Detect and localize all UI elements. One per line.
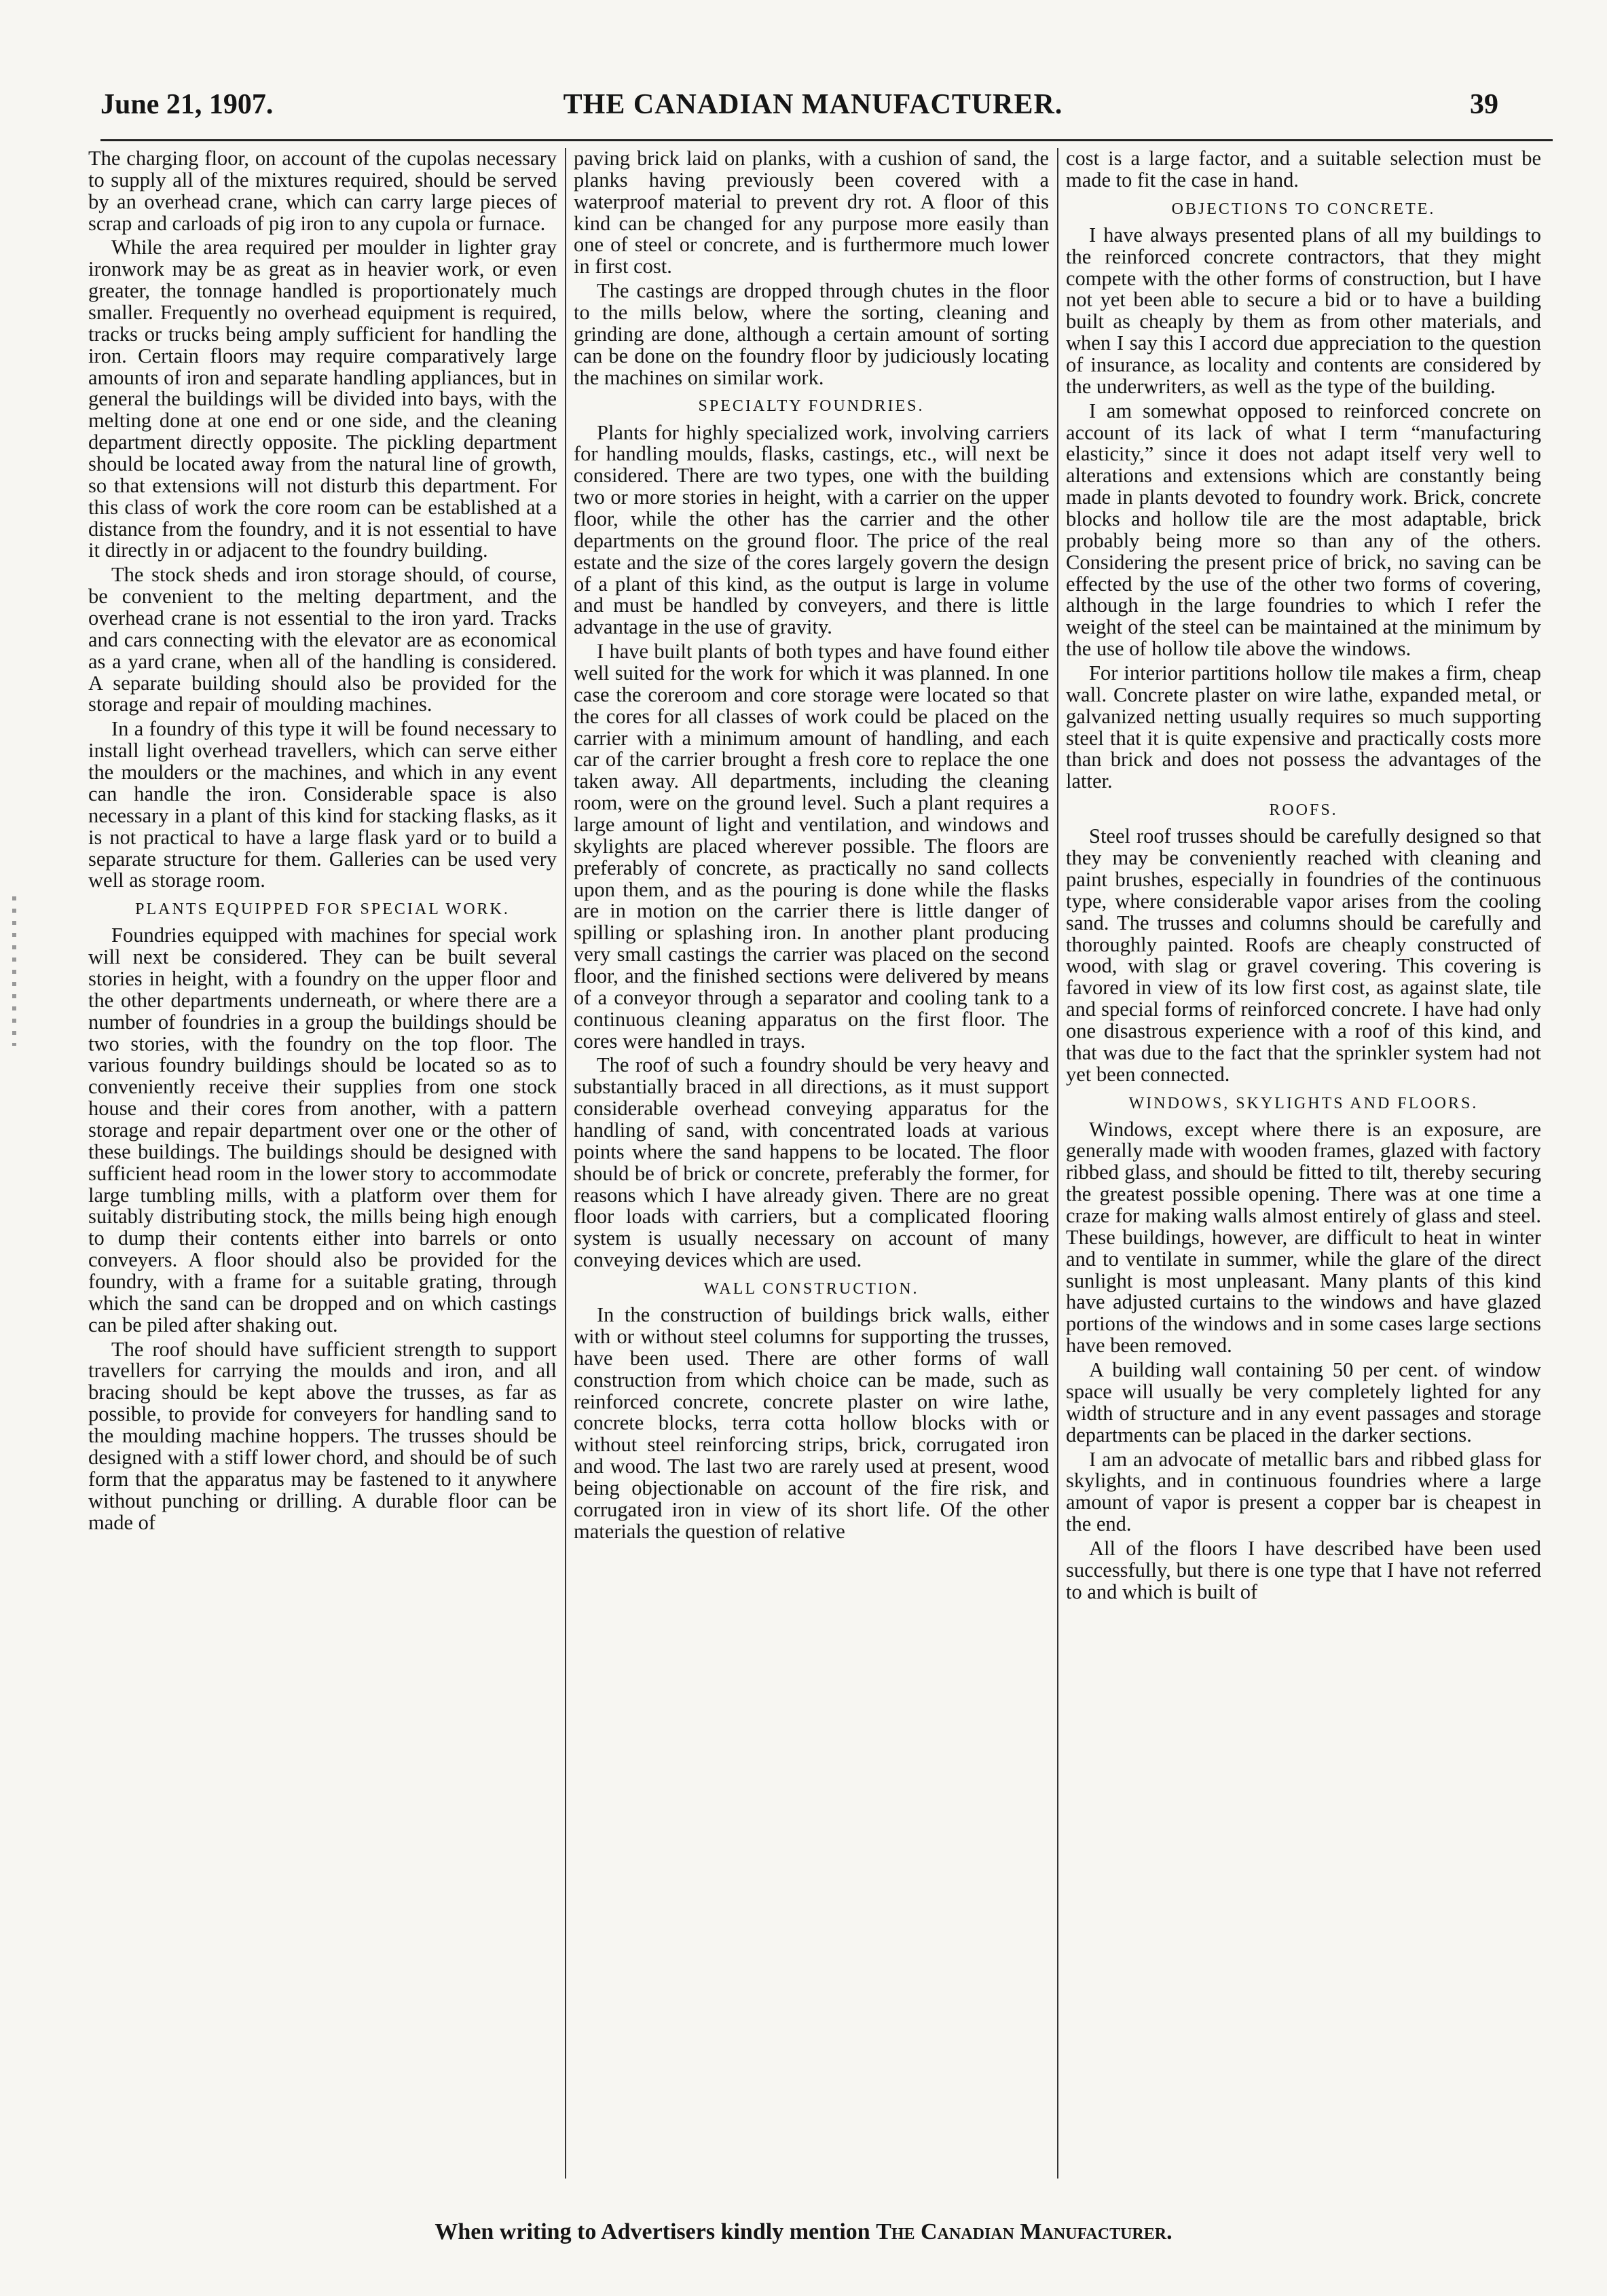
paragraph: Foundries equipped with machines for special work will next be considered. They can be built several stories in height, with a foundry on the upper floor and the other departments underneath, or where there are a number of foundries in a group the buildings should be two stories, with the foundry on the top floor. The various foundry buildings should be located so as to conveniently receive their supplies from one stock house and their cores from another, with a pattern storage and repair department over one or the other of these buildings. The buildings should be designed with sufficient head room in the lower story to accommodate large tumbling mills, with a platform over them for suitably distributing stock, the mills being high enough to dump their contents either into barrels or onto conveyers. A floor should also be provided for the foundry, with a frame for a suitable grating, through which the sand can be dropped and on which castings can be piled after shaking out. xyxy=(88,924,557,1336)
column-divider xyxy=(565,148,566,2179)
footer-publication: The Canadian Manufacturer. xyxy=(876,2219,1172,2244)
page-number: 39 xyxy=(1470,89,1498,120)
paragraph: I have always presented plans of all my buildings to the reinforced concrete contractors, that they might compete with the other forms of construction, but I have not yet been able to secure a bid or to have a building built as cheaply by them as from other materials, and when I say this I accord due appreciation to the question of insurance, as locality and contents are considered by the underwriters, as well as the type of the building. xyxy=(1066,223,1541,398)
issue-date: June 21, 1907. xyxy=(100,89,274,120)
paragraph: The roof should have sufficient strength to support travellers for carrying the moulds and iron, and all bracing should be kept above the trusses, as far as possible, to provide for conveyers for handling sand to the moulding machine hoppers. The trusses should be designed with a stiff lower chord, and should be of such form that the apparatus may be fastened to it anywhere without punching or drilling. A durable floor can be made of xyxy=(88,1337,557,1534)
paragraph: cost is a large factor, and a suitable selection must be made to fit the case in hand. xyxy=(1066,148,1541,192)
text-column-1 xyxy=(88,148,557,2179)
column-divider xyxy=(1057,148,1058,2179)
paragraph: I am an advocate of metallic bars and ribbed glass for skylights, and in continuous foundries where a large amount of vapor is present a copper bar is cheapest in the end. xyxy=(1066,1447,1541,1536)
paragraph: Steel roof trusses should be carefully designed so that they may be conveniently reached with cleaning and paint brushes, especially in foundries of the continuous type, where considerable vapor arises from the cooling sand. The trusses and columns should be carefully and thoroughly painted. Roofs are cheaply constructed of wood, with slag or gravel covering. This covering is favored in view of its low first cost, as against slate, tile and special forms of reinforced concrete. I have had only one disastrous experience with a roof of this kind, and that was due to the fact that the sprinkler system had not yet been connected. xyxy=(1066,824,1541,1086)
paragraph: While the area required per moulder in lighter gray ironwork may be as great as in heavier work, or even greater, the tonnage handled is proportionately much smaller. Frequently no overhead equipment is required, tracks or trucks being amply sufficient for handling the iron. Certain floors may require comparatively large amounts of iron and separate handling appliances, but in general the buildings will be divided into bays, with the melting done at one end or one side, and the cleaning department directly opposite. The pickling department should be located away from the natural line of growth, so that extensions will not disturb this department. For this class of work the core room can be established at a distance from the foundry, and it is not essential to have it directly in or adjacent to the foundry building. xyxy=(88,236,557,562)
paragraph: Plants for highly specialized work, involving carriers for handling moulds, flasks, castings, etc., will next be considered. There are two types, one with the building two or more stories in height, with a carrier on the upper floor, while the other has the carrier and the other departments on the ground floor. The price of the real estate and the size of the cores largely govern the design of a plant of this kind, as the output is large in volume and must be handled by conveyers, and there is little advantage in the use of gravity. xyxy=(574,420,1049,639)
paragraph: I have built plants of both types and have found either well suited for the work for which it was planned. In one case the coreroom and core storage were located so that the cores for all classes of work could be placed on the carrier with a minimum amount of handling, and each car of the carrier brought a fresh core to replace the one taken away. All departments, including the cleaning room, were on the ground level. Such a plant requires a large amount of light and ventilation, and windows and skylights are placed wherever possible. The floors are preferably of concrete, as practically no sand collects upon them, and as the pouring is done while the flasks are in motion on the carrier there is little danger of spilling or splashing iron. In another plant producing very small castings the carrier was placed on the second floor, and the finished sections were delivered by means of a conveyor through a separator and cooling tank to a continuous cleaning apparatus on the first floor. The cores were handled in trays. xyxy=(574,640,1049,1053)
paragraph: All of the floors I have described have been used successfully, but there is one type that I have not referred to and which is built of xyxy=(1066,1536,1541,1603)
header-rule xyxy=(100,139,1553,141)
section-heading: WINDOWS, SKYLIGHTS AND FLOORS. xyxy=(1128,1094,1479,1112)
paragraph: For interior partitions hollow tile makes a firm, cheap wall. Concrete plaster on wire lathe, expanded metal, or galvanized netting usually requires so much supporting steel that it is quite expensive and practically costs more than brick and does not possess the advantages of the latter. xyxy=(1066,661,1541,793)
paragraph: I am somewhat opposed to reinforced concrete on account of its lack of what I term “manufacturing elasticity,” since it does not adapt itself very well to alterations and extensions which are constantly being made in plants devoted to foundry work. Brick, concrete blocks and hollow tile are the most adaptable, brick probably being more so than any of the others. Considering the present price of brick, no saving can be effected by the use of the other two forms of covering, although in the large foundries to which I refer the weight of the steel can be maintained at the minimum by the use of hollow tile above the windows. xyxy=(1066,399,1541,661)
paragraph: The stock sheds and iron storage should, of course, be convenient to the melting department, and the overhead crane is not essential to the iron yard. Tracks and cars connecting with the elevator are as economical as a yard crane, when all of the handling is considered. A separate building should also be provided for the storage and repair of moulding machines. xyxy=(88,563,557,716)
section-heading: OBJECTIONS TO CONCRETE. xyxy=(1171,200,1436,218)
paragraph: paving brick laid on planks, with a cushion of sand, the planks having previously been covered with a waterproof material to prevent dry rot. A floor of this kind can be changed for any purpose more easily than one of steel or concrete, and is furthermore much lower in first cost. xyxy=(574,148,1049,278)
section-heading: SPECIALTY FOUNDRIES. xyxy=(698,397,925,416)
margin-mark xyxy=(12,896,16,1046)
paragraph: The castings are dropped through chutes in the floor to the mills below, where the sorting, cleaning and grinding are done, although a certain amount of sorting can be done on the foundry floor by judiciously locating the machines on similar work. xyxy=(574,279,1049,389)
page-header xyxy=(100,80,1526,128)
paragraph: In the construction of buildings brick walls, either with or without steel columns for supporting the trusses, have been used. There are other forms of wall construction from which choice can be made, such as reinforced concrete, concrete plaster on wire lathe, concrete blocks, terra cotta hollow blocks with or without steel reinforcing strips, brick, corrugated iron and wood. The last two are rarely used at present, wood being objectionable on account of the fire risk, and corrugated iron in view of its short life. Of the other materials the question of relative xyxy=(574,1303,1049,1543)
text-column-2 xyxy=(574,148,1049,2179)
section-heading: PLANTS EQUIPPED FOR SPECIAL WORK. xyxy=(135,900,510,919)
paragraph: In a foundry of this type it will be found necessary to install light overhead travellers, which can serve either the moulders or the machines, and which in any event can handle the iron. Considerable space is also necessary in a plant of this kind for stacking flasks, as it is not practical to have a large flask yard or to build a separate structure for them. Galleries can be used very well as storage room. xyxy=(88,717,557,892)
paragraph: A building wall containing 50 per cent. of window space will usually be very completely lighted for any width of structure and in any event passages and storage departments can be placed in the darker sections. xyxy=(1066,1358,1541,1446)
paragraph: The roof of such a foundry should be very heavy and substantially braced in all directions, as it must support considerable overhead conveying apparatus for the handling of sand, with concentrated loads at various points where the sand happens to be located. The floor should be of brick or concrete, preferably the former, for reasons which I have already given. There are no great floor loads with carriers, but a complicated flooring system is usually necessary on account of many conveying devices which are used. xyxy=(574,1053,1049,1272)
paragraph: The charging floor, on account of the cupolas necessary to supply all of the mixtures required, should be served by an overhead crane, which can carry large pieces of scrap and carloads of pig iron to any cupola or furnace. xyxy=(88,148,557,235)
publication-title: THE CANADIAN MANUFACTURER. xyxy=(563,89,1063,120)
page-footer xyxy=(0,2219,1607,2245)
section-heading: ROOFS. xyxy=(1269,801,1338,820)
text-column-3 xyxy=(1066,148,1541,2179)
paragraph: Windows, except where there is an exposure, are generally made with wooden frames, glazed with factory ribbed glass, and should be fitted to tilt, thereby securing the greatest possible opening. There was at one time a craze for making walls almost entirely of glass and steel. These buildings, however, are difficult to heat in winter and to ventilate in summer, while the glare of the direct sunlight is most unpleasant. Many plants of this kind have adjusted curtains to the windows and have glazed portions of the windows and in some cases large sections have been removed. xyxy=(1066,1117,1541,1357)
section-heading: WALL CONSTRUCTION. xyxy=(703,1280,919,1298)
footer-text: When writing to Advertisers kindly mention xyxy=(435,2219,876,2244)
